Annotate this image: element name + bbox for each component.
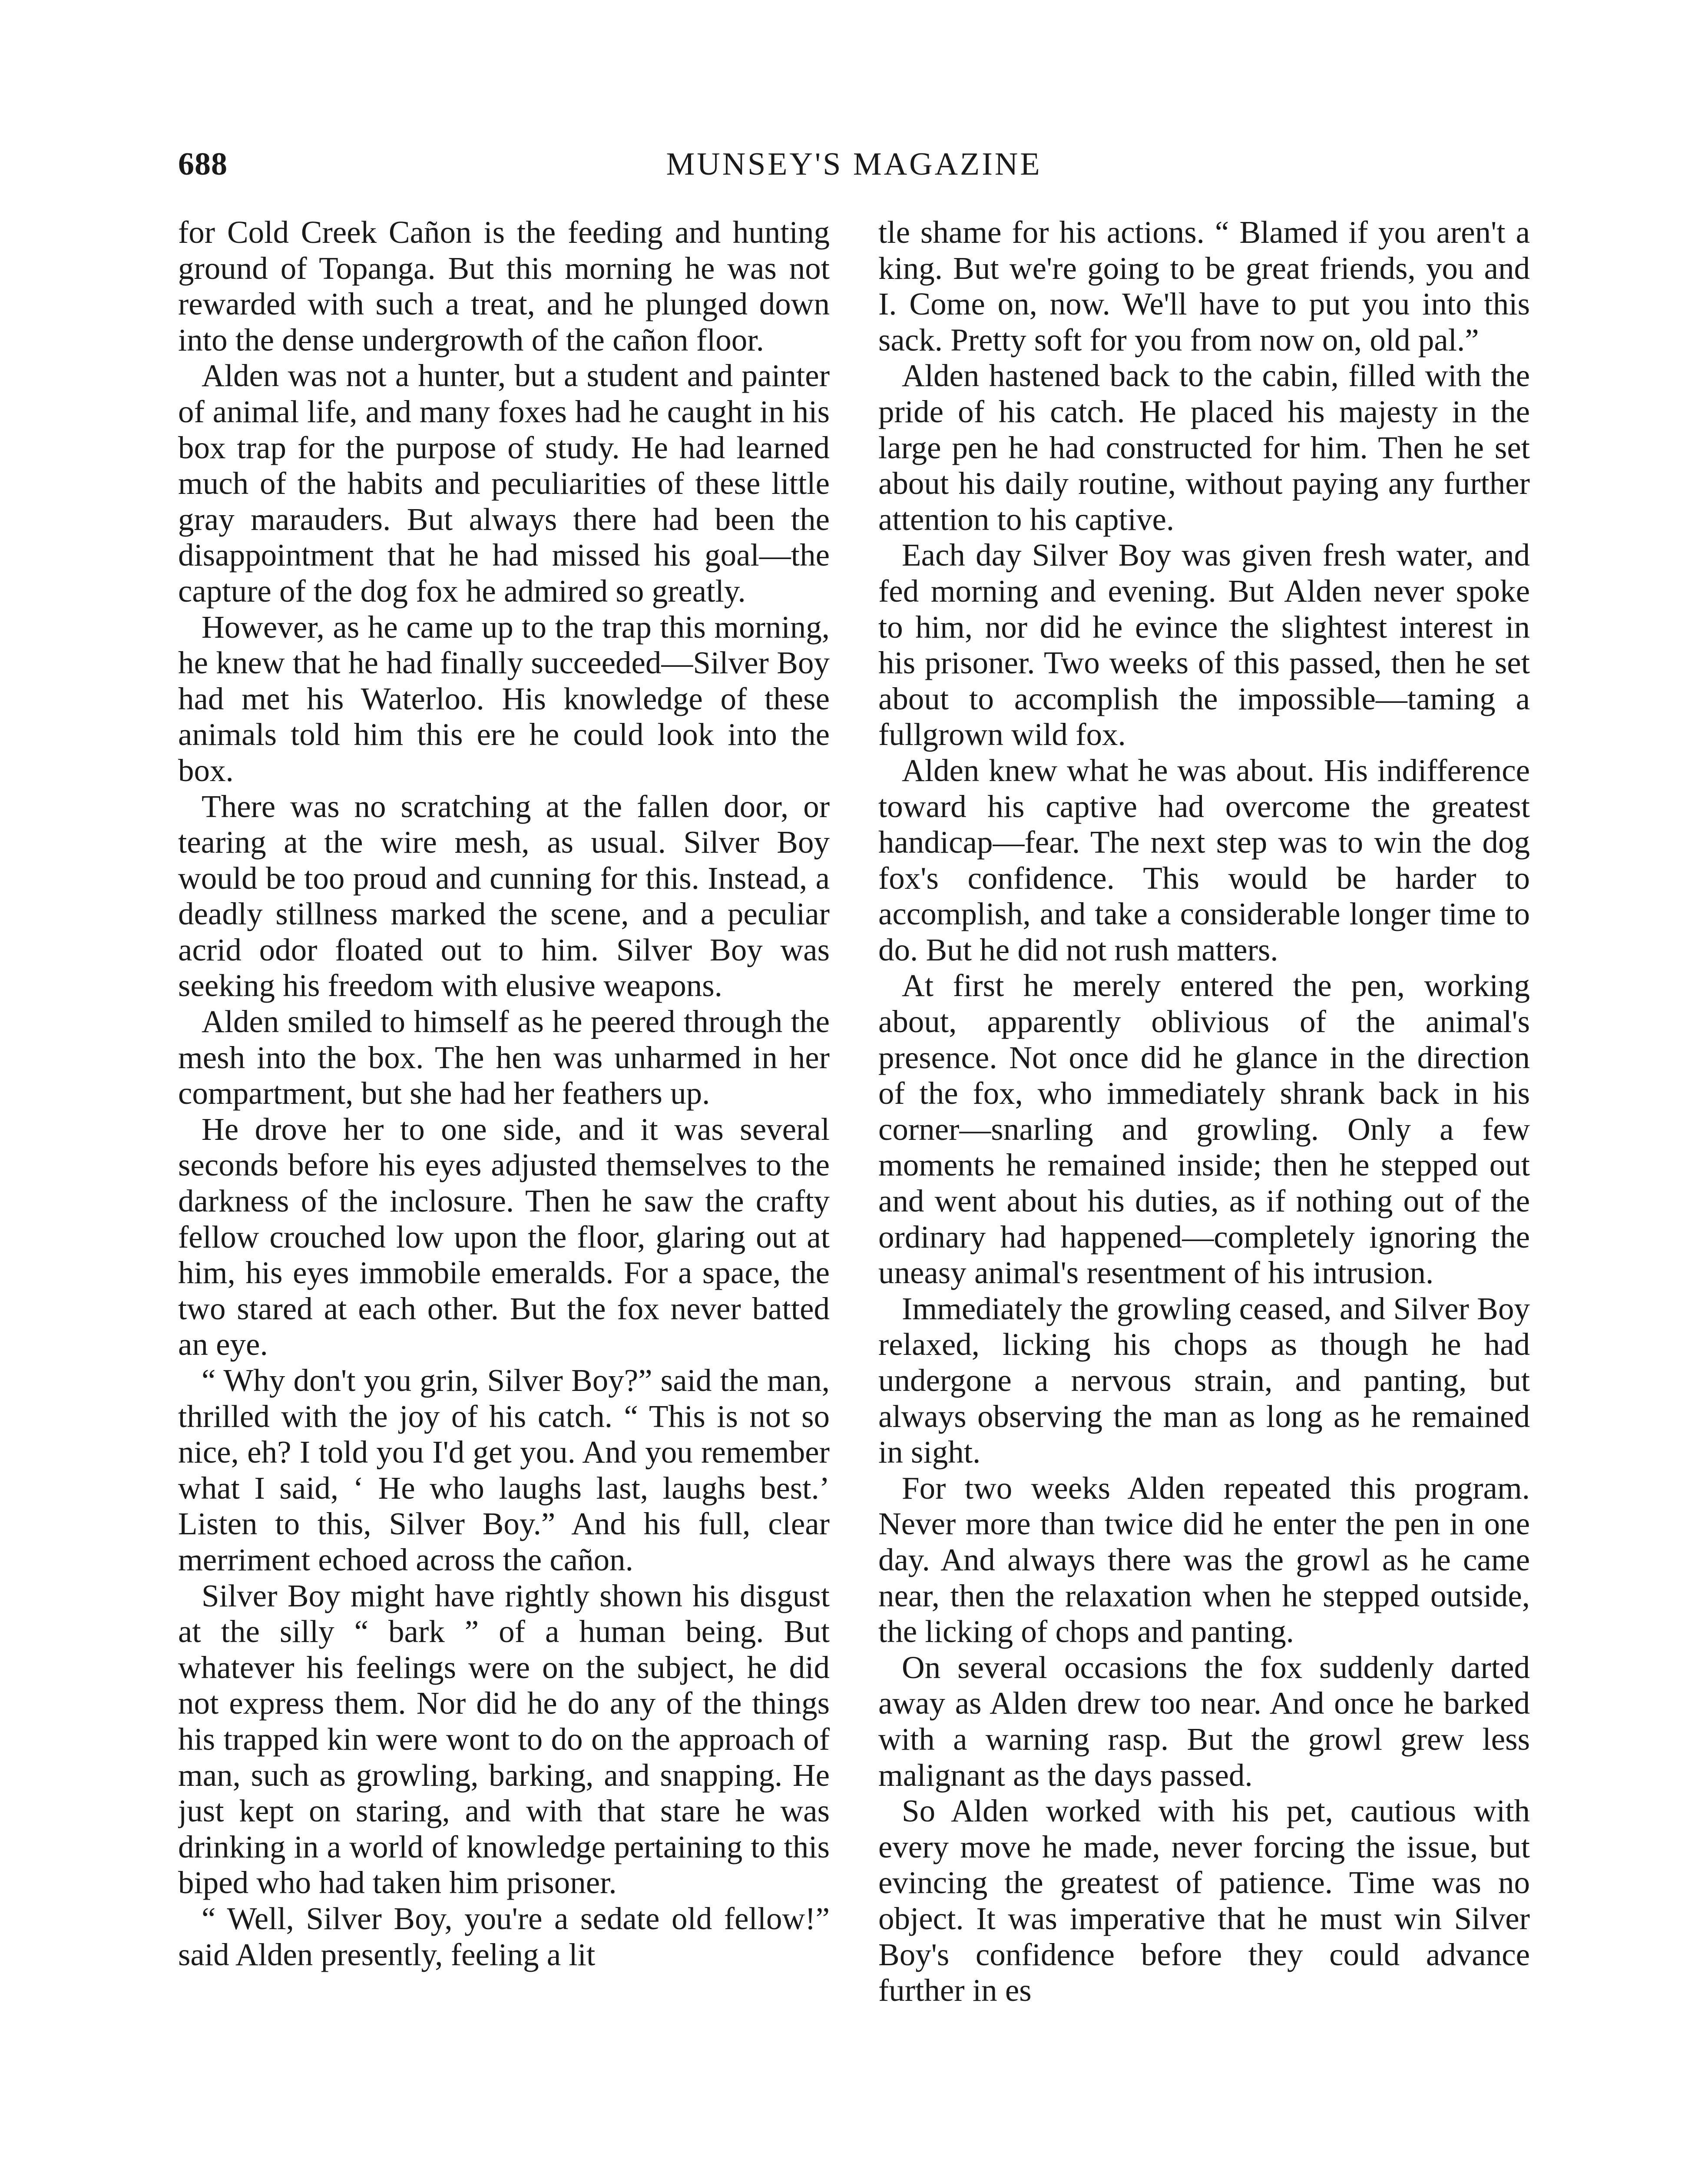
paragraph: On several occasions the fox suddenly darted away as Alden drew too near. And once he barked with a warning rasp. But the growl grew less malignant as the days passed. — [878, 1649, 1530, 1793]
page-number: 688 — [178, 146, 228, 182]
paragraph: There was no scratching at the fallen door, or tearing at the wire mesh, as usual. Silver Boy would be too proud and cunning for this. Instead, a deadly stillness marked the scene, and a peculiar acrid odor floated out to him. Silver Boy was seeking his freedom with elusive weapons. — [178, 788, 830, 1003]
paragraph: “ Why don't you grin, Silver Boy?” said the man, thrilled with the joy of his catch. “ This is not so nice, eh? I told you I'd get you. And you remember what I said, ‘ He who laughs last, laughs best.’ Listen to this, Silver Boy.” And his full, clear merriment echoed across the cañon. — [178, 1363, 830, 1577]
left-column — [178, 215, 830, 2172]
paragraph: Silver Boy might have rightly shown his disgust at the silly “ bark ” of a human being. But whatever his feelings were on the subject, he did not express them. Nor did he do any of the things his trapped kin were wont to do on the approach of man, such as growling, barking, and snapping. He just kept on staring, and with that stare he was drinking in a world of knowledge pertaining to this biped who had taken him prisoner. — [178, 1578, 830, 1900]
article-body — [178, 215, 1530, 2172]
paragraph: At first he merely entered the pen, working about, apparently oblivious of the animal's presence. Not once did he glance in the direction of the fox, who immediately shrank back in his corner—snarling and growling. Only a few moments he remained inside; then he stepped out and went about his duties, as if nothing out of the ordinary had happened—completely ignoring the uneasy animal's resentment of his intrusion. — [878, 968, 1530, 1291]
paragraph: So Alden worked with his pet, cautious with every move he made, never forcing the issue, but evincing the greatest of patience. Time was no object. It was imperative that he must win Silver Boy's confidence before they could advance further in es — [878, 1793, 1530, 2008]
right-column — [878, 215, 1530, 2172]
paragraph: “ Well, Silver Boy, you're a sedate old fellow!” said Alden presently, feeling a lit — [178, 1900, 830, 1972]
paragraph: However, as he came up to the trap this morning, he knew that he had finally succeeded—Silver Boy had met his Waterloo. His knowledge of these animals told him this ere he could look into the box. — [178, 609, 830, 788]
paragraph: tle shame for his actions. “ Blamed if you aren't a king. But we're going to be great friends, you and I. Come on, now. We'll have to put you into this sack. Pretty soft for you from now on, old pal.” — [878, 215, 1530, 358]
paragraph: Immediately the growling ceased, and Silver Boy relaxed, licking his chops as though he had undergone a nervous strain, and panting, but always observing the man as long as he remained in sight. — [878, 1291, 1530, 1470]
page-header — [178, 146, 1530, 194]
running-title: MUNSEY'S MAGAZINE — [666, 146, 1042, 182]
paragraph: Alden was not a hunter, but a student and painter of animal life, and many foxes had he caught in his box trap for the purpose of study. He had learned much of the habits and peculiarities of these little gray marauders. But always there had been the disappointment that he had missed his goal—the capture of the dog fox he admired so greatly. — [178, 358, 830, 609]
paragraph: Alden knew what he was about. His indifference toward his captive had overcome the greatest handicap—fear. The next step was to win the dog fox's confidence. This would be harder to accomplish, and take a considerable longer time to do. But he did not rush matters. — [878, 752, 1530, 967]
paragraph: Each day Silver Boy was given fresh water, and fed morning and evening. But Alden never spoke to him, nor did he evince the slightest interest in his prisoner. Two weeks of this passed, then he set about to accomplish the impossible—taming a fullgrown wild fox. — [878, 537, 1530, 752]
paragraph: He drove her to one side, and it was several seconds before his eyes adjusted themselves to the darkness of the inclosure. Then he saw the crafty fellow crouched low upon the floor, glaring out at him, his eyes immobile emeralds. For a space, the two stared at each other. But the fox never batted an eye. — [178, 1111, 830, 1362]
paragraph: for Cold Creek Cañon is the feeding and hunting ground of Topanga. But this morning he was not rewarded with such a treat, and he plunged down into the dense undergrowth of the cañon floor. — [178, 215, 830, 358]
paragraph: Alden hastened back to the cabin, filled with the pride of his catch. He placed his majesty in the large pen he had constructed for him. Then he set about his daily routine, without paying any further attention to his captive. — [878, 358, 1530, 537]
paragraph: For two weeks Alden repeated this program. Never more than twice did he enter the pen in one day. And always there was the growl as he came near, then the relaxation when he stepped outside, the licking of chops and panting. — [878, 1470, 1530, 1649]
paragraph: Alden smiled to himself as he peered through the mesh into the box. The hen was unharmed in her compartment, but she had her feathers up. — [178, 1004, 830, 1111]
